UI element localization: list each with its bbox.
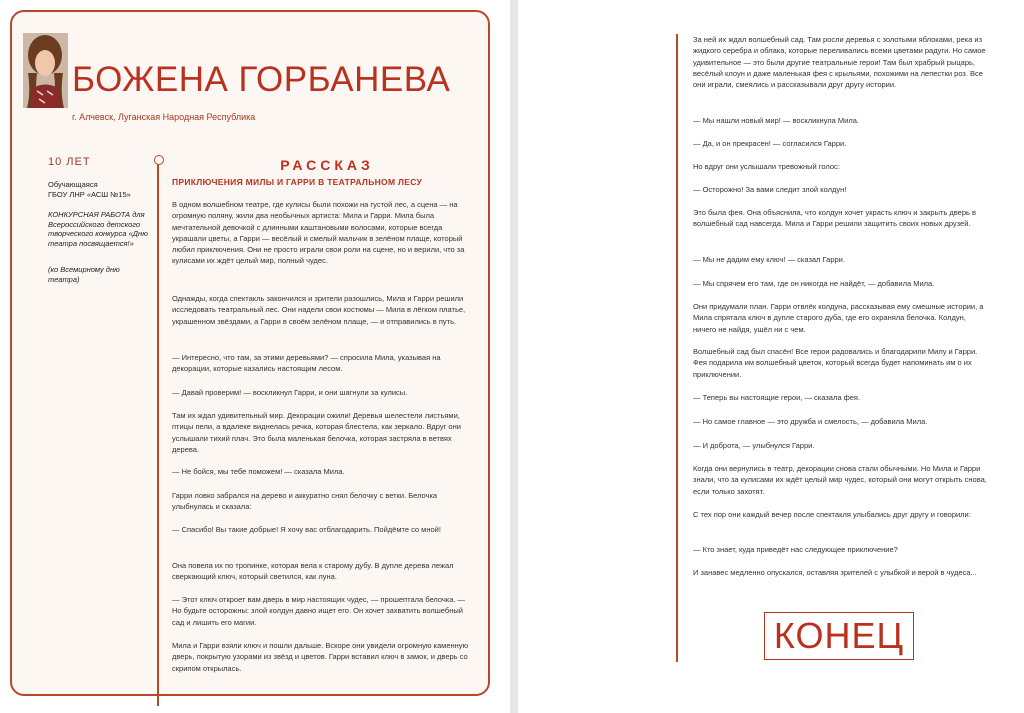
story-paragraph: Волшебный сад был спасён! Все герои радовались и благодарили Милу и Гарри. Фея подарила им волшебный цветок, который всегда будет напоминать им о их приключении.: [693, 347, 978, 379]
timeline-line-page-2: [676, 34, 678, 662]
story-paragraph: — Этот ключ откроет вам дверь в мир настоящих чудес, — прошептала белочка. — Но будьте осторожны: злой колдун давно ищет его. Он хочет захватить волшебный сад и лишить его магии.: [172, 595, 466, 627]
timeline-dot: [154, 155, 164, 165]
school-name: ГБОУ ЛНР «АСШ №15»: [48, 190, 131, 199]
story-paragraph: — Теперь вы настоящие герои, — сказала фея.: [693, 393, 861, 402]
story-paragraph: — Но самое главное — это дружба и смелость, — добавила Мила.: [693, 417, 928, 426]
story-paragraph: Но вдруг они услышали тревожный голос:: [693, 162, 840, 171]
author-city: г. Алчевск, Луганская Народная Республика: [72, 112, 256, 122]
story-paragraph: — Мы спрячем его там, где он никогда не найдёт, — добавила Мила.: [693, 279, 935, 288]
story-paragraph: — Кто знает, куда приведёт нас следующее приключение?: [693, 545, 898, 554]
story-paragraph: — Не бойся, мы тебе поможем! — сказала Мила.: [172, 467, 345, 476]
author-name: БОЖЕНА ГОРБАНЕВА: [72, 60, 451, 99]
story-paragraph: — Интересно, что там, за этими деревьями? — спросила Мила, указывая на декорации, которые казались настоящим лесом.: [172, 353, 441, 374]
story-paragraph: Гарри ловко забрался на дерево и аккуратно снял белочку с ветки. Белочка улыбнулась и сказала:: [172, 491, 438, 512]
story-paragraph: Когда они вернулись в театр, декорации снова стали обычными. Но Мила и Гарри знали, что за кулисами их ждёт целый мир чудес, который они могут открыть снова, если только захотят.: [693, 464, 987, 496]
timeline-line: [157, 161, 159, 706]
author-age: 10 ЛЕТ: [48, 156, 91, 168]
story-paragraph: — Осторожно! За вами следит злой колдун!: [693, 185, 847, 194]
story-title: ПРИКЛЮЧЕНИЯ МИЛЫ И ГАРРИ В ТЕАТРАЛЬНОМ ЛЕСУ: [172, 177, 423, 187]
story-paragraph: В одном волшебном театре, где кулисы были похожи на густой лес, а сцена — на огромную поляну, жили два необычных артиста: Мила и Гарри. Мила была мечтательной девочкой с длинными каштановыми волосами, которые всегда украшали цветы, а Гарри — весёлый и смелый мальчик в зелёном плаще, который любил приключения. Они не просто играли свои роли на сцене, но и верили, что за кулисами их ждёт целый мир, полный чудес.: [172, 200, 465, 266]
story-paragraph: Однажды, когда спектакль закончился и зрители разошлись, Мила и Гарри решили исследовать театральный лес. Они надели свои костюмы — Мила в лёгком платье, украшенном звёздами, а Гарри в своём зелёном плаще, — и отправились в путь.: [172, 294, 466, 326]
story-paragraph: Она повела их по тропинке, которая вела к старому дубу. В дупле дерева лежал сверкающий ключ, который светился, как луна.: [172, 561, 454, 582]
page-gutter: [510, 0, 518, 713]
story-paragraph: — Мы не дадим ему ключ! — сказал Гарри.: [693, 255, 845, 264]
story-paragraph: И занавес медленно опускался, оставляя зрителей с улыбкой и верой в чудеса...: [693, 568, 977, 577]
story-paragraph: — И доброта, — улыбнулся Гарри.: [693, 441, 815, 450]
author-photo: [23, 33, 68, 108]
story-paragraph: Это была фея. Она объяснила, что колдун хочет украсть ключ и закрыть дверь в волшебный сад навсегда. Мила и Гарри решили защитить своих новых друзей.: [693, 208, 977, 229]
school-label: Обучающаяся: [48, 180, 98, 189]
story-paragraph: Они придумали план. Гарри отвлёк колдуна, рассказывая ему смешные истории, а Мила спрятала ключ в дупле старого дуба, где его охраняла белочка. Колдун, ничего не найдя, ушёл ни с чем.: [693, 302, 984, 334]
story-paragraph: — Да, и он прекрасен! — согласился Гарри.: [693, 139, 847, 148]
story-paragraph: Там их ждал удивительный мир. Декорации ожили! Деревья шелестели листьями, птицы пели, а вдалеке виднелась речка, которая блестела, как зеркало. Вдруг они услышали тихий плач. Это была маленькая белочка, которая застряла в ветвях дерева.: [172, 411, 461, 454]
story-paragraph: — Давай проверим! — воскликнул Гарри, и они шагнули за кулисы.: [172, 388, 408, 397]
end-label: КОНЕЦ: [764, 612, 914, 660]
story-paragraph: — Мы нашли новый мир! — воскликнула Мила.: [693, 116, 859, 125]
story-heading: РАССКАЗ: [280, 157, 374, 173]
story-paragraph: С тех пор они каждый вечер после спектакля улыбались друг другу и говорили:: [693, 510, 971, 519]
story-paragraph: — Спасибо! Вы такие добрые! Я хочу вас отблагодарить. Пойдёмте со мной!: [172, 525, 441, 534]
story-paragraph: Мила и Гарри взяли ключ и пошли дальше. Вскоре они увидели огромную каменную дверь, покрытую узорами из звёзд и цветов. Гарри вставил ключ в замок, и дверь со скрипом открылась.: [172, 641, 469, 673]
story-paragraph: За ней их ждал волшебный сад. Там росли деревья с золотыми яблоками, река из жидкого серебра и облака, которые переливались всеми цветами радуги. Но самое удивительное — это были другие театральные герои! Там был храбрый рыцарь, весёлый клоун и даже маленькая фея с крыльями, похожими на лепестки роз. Все они играли, смеялись и рассказывали друг другу истории.: [693, 35, 986, 90]
contest-note: КОНКУРСНАЯ РАБОТА для Всероссийского детского творческого конкурса «Дню театра посвящается!»: [48, 210, 148, 248]
contest-note-2: (ко Всемирному дню театра): [48, 265, 120, 284]
